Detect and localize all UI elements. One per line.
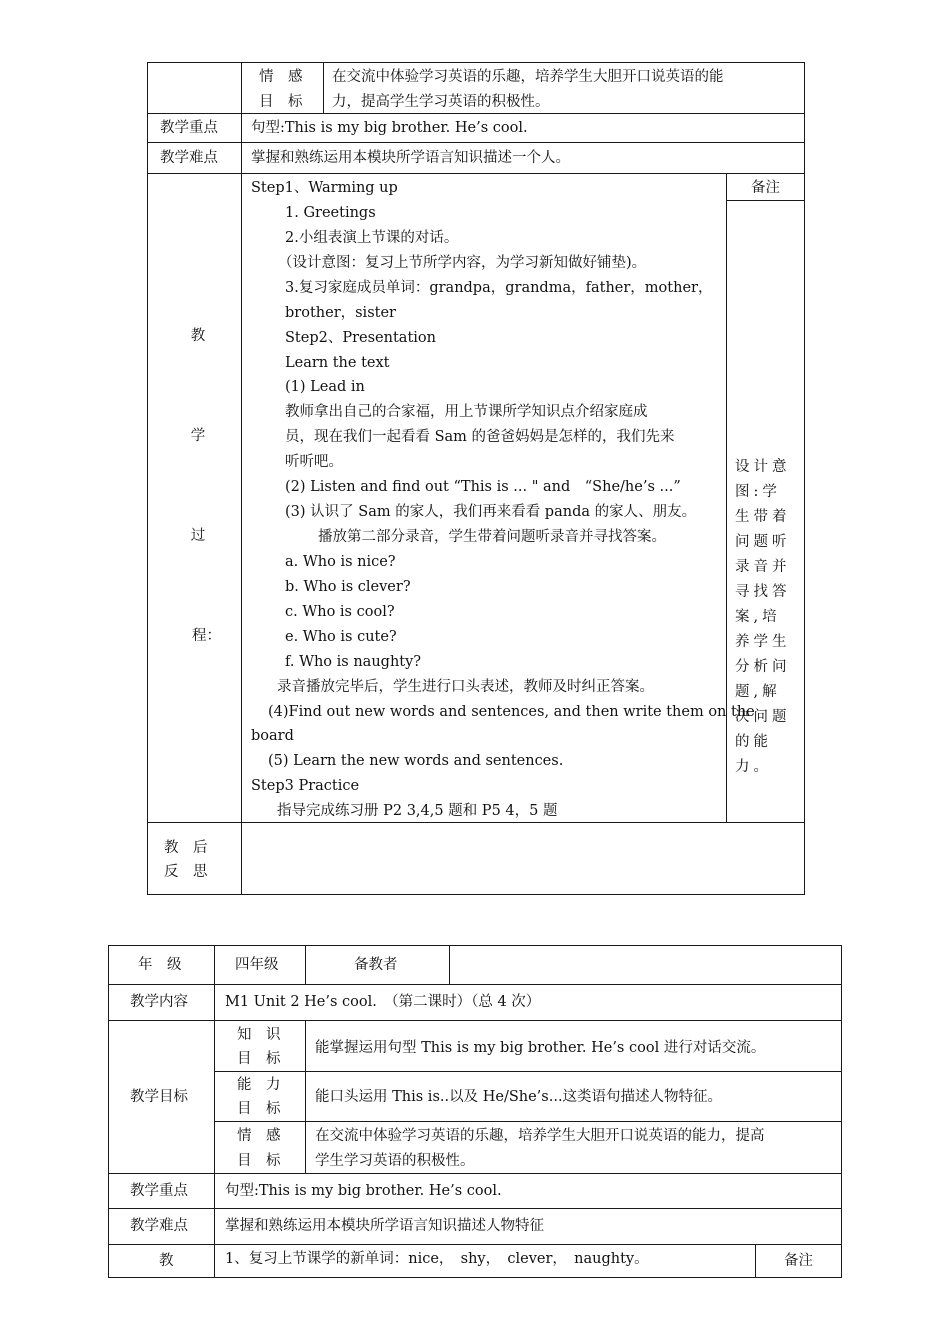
process-line: f. Who is naughty? xyxy=(285,654,422,670)
process-line: 教师拿出自己的合家福，用上节课所学知识点介绍家庭成 xyxy=(285,404,648,420)
content-text: M1 Unit 2 He’s cool. （第二课时）（总 4 次） xyxy=(225,994,541,1010)
goals-label: 教学目标 xyxy=(130,1089,188,1105)
emotion-label-line2: 目 标 xyxy=(237,1153,281,1169)
ability-label-line1: 能 力 xyxy=(237,1077,281,1093)
process-label-char-3: 过 xyxy=(190,528,206,544)
process-line: 1. Greetings xyxy=(285,205,376,221)
key-point-label: 教学重点 xyxy=(130,1183,188,1199)
process-line: 播放第二部分录音，学生带着问题听录音并寻找答案。 xyxy=(318,529,666,545)
process-line: 3.复习家庭成员单词：grandpa，grandma，father，mother， xyxy=(285,280,713,296)
process-line: (5) Learn the new words and sentences. xyxy=(268,753,564,769)
emotion-label-line1: 情 感 xyxy=(237,1128,281,1144)
process-first-line: 1、复习上节课学的新单词：nice， shy， clever， naughty。 xyxy=(225,1251,649,1267)
process-line: Step2、Presentation xyxy=(285,330,436,346)
difficulty-label: 教学难点 xyxy=(160,150,218,166)
remark-design-intent: 设计意图:学生带着问题听录音并寻找答案,培养学生分析问题,解决问题的能力。 xyxy=(735,459,791,775)
process-label: 教 xyxy=(159,1253,174,1269)
process-line: 2.小组表演上节课的对话。 xyxy=(285,230,459,246)
process-line: Learn the text xyxy=(285,355,390,371)
process-line: 听听吧。 xyxy=(285,454,343,470)
ability-text: 能口头运用 This is..以及 He/She’s...这类语句描述人物特征。 xyxy=(315,1089,723,1105)
key-point-text: 句型:This is my big brother. He’s cool. xyxy=(251,120,528,136)
knowledge-label-line2: 目 标 xyxy=(237,1051,281,1067)
key-point-text: 句型:This is my big brother. He’s cool. xyxy=(225,1183,502,1199)
process-line: (3) 认识了 Sam 的家人，我们再来看看 panda 的家人、朋友。 xyxy=(285,504,697,520)
emotion-goal-text-line1: 在交流中体验学习英语的乐趣，培养学生大胆开口说英语的能 xyxy=(332,69,724,85)
process-line: 录音播放完毕后，学生进行口头表述，教师及时纠正答案。 xyxy=(277,679,654,695)
process-line: e. Who is cute? xyxy=(285,629,397,645)
difficulty-text: 掌握和熟练运用本模块所学语言知识描述一个人。 xyxy=(251,150,570,166)
process-line: Step1、Warming up xyxy=(251,180,398,196)
grade-label: 年 级 xyxy=(138,957,182,973)
preparer-label: 备教者 xyxy=(354,957,398,973)
process-line: b. Who is clever? xyxy=(285,579,411,595)
process-line: (1) Lead in xyxy=(285,379,365,395)
knowledge-label-line1: 知 识 xyxy=(237,1027,281,1043)
reflection-label-line1: 教 后 xyxy=(164,840,208,856)
process-line: Step3 Practice xyxy=(251,778,360,794)
process-line: （设计意图：复习上节所学内容，为学习新知做好铺垫)。 xyxy=(278,255,647,271)
process-label-char-4: 程： xyxy=(192,628,221,644)
process-label-char-1: 教 xyxy=(190,328,206,344)
emotion-goal-label-line1: 情 感 xyxy=(259,69,303,85)
ability-label-line2: 目 标 xyxy=(237,1101,281,1117)
process-line: (2) Listen and find out “This is ... " and “She/he’s ...” xyxy=(285,479,681,495)
knowledge-text: 能掌握运用句型 This is my big brother. He’s cool 进行对话交流。 xyxy=(315,1040,766,1056)
remark-header: 备注 xyxy=(784,1253,813,1269)
grade-value: 四年级 xyxy=(235,957,279,973)
emotion-goal-text-line2: 力，提高学生学习英语的积极性。 xyxy=(332,94,550,110)
process-line: a. Who is nice? xyxy=(285,554,396,570)
emotion-goal-label-line2: 目 标 xyxy=(259,94,303,110)
difficulty-label: 教学难点 xyxy=(130,1218,188,1234)
emotion-text-line2: 学生学习英语的积极性。 xyxy=(315,1153,475,1169)
process-line: (4)Find out new words and sentences, and then write them on the xyxy=(268,704,755,720)
process-line: c. Who is cool? xyxy=(285,604,395,620)
process-line: board xyxy=(251,728,294,744)
difficulty-text: 掌握和熟练运用本模块所学语言知识描述人物特征 xyxy=(225,1218,544,1234)
key-point-label: 教学重点 xyxy=(160,120,218,136)
process-line: brother，sister xyxy=(285,305,396,321)
content-label: 教学内容 xyxy=(130,994,188,1010)
process-label-char-2: 学 xyxy=(190,428,206,444)
reflection-label-line2: 反 思 xyxy=(164,864,208,880)
process-line: 指导完成练习册 P2 3,4,5 题和 P5 4，5 题 xyxy=(277,803,558,819)
remark-header: 备注 xyxy=(751,180,780,196)
emotion-text-line1: 在交流中体验学习英语的乐趣，培养学生大胆开口说英语的能力，提高 xyxy=(315,1128,765,1144)
process-line: 员，现在我们一起看看 Sam 的爸爸妈妈是怎样的，我们先来 xyxy=(285,429,675,445)
